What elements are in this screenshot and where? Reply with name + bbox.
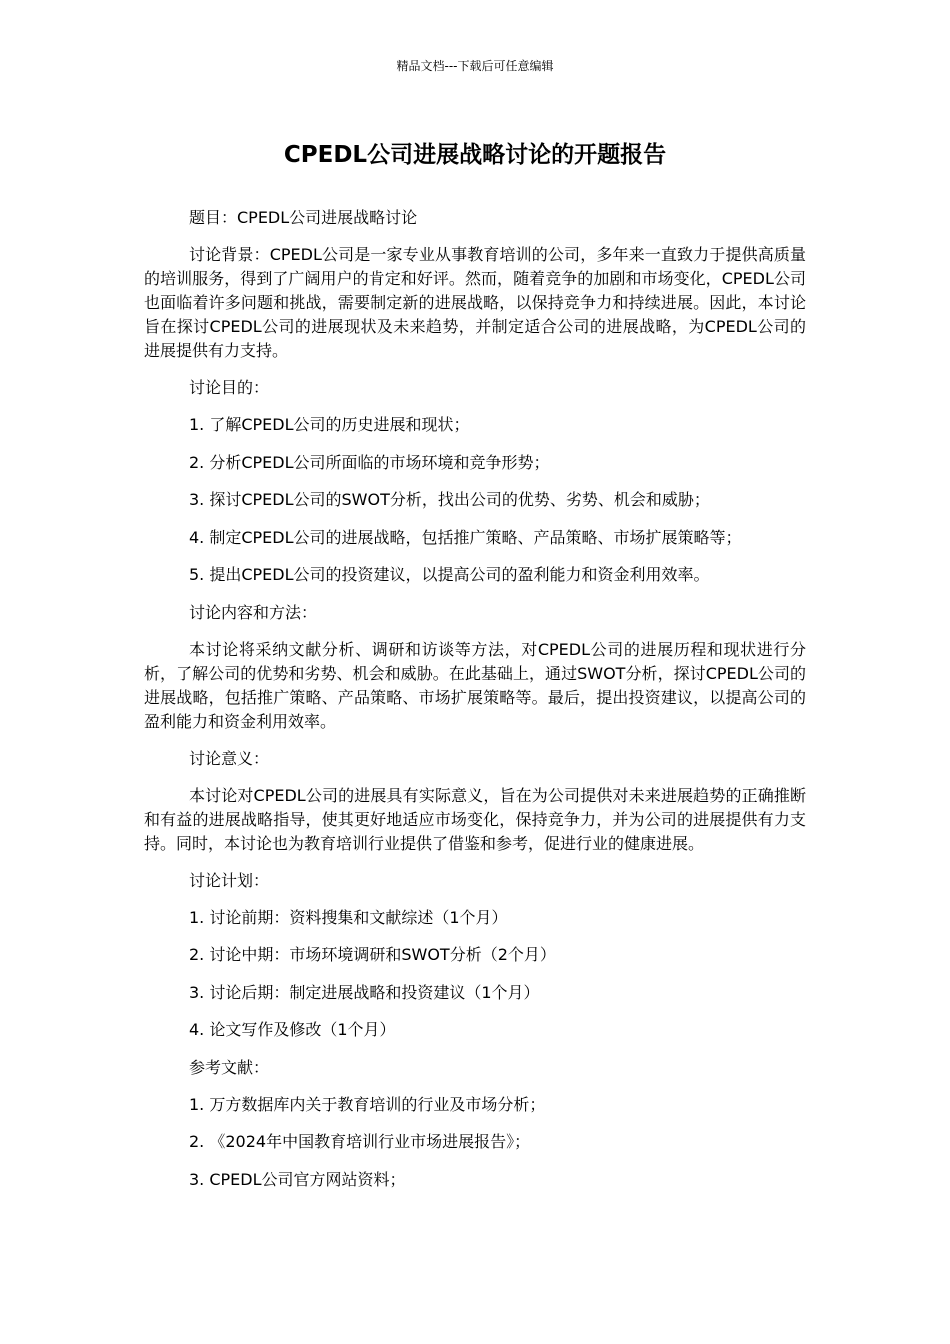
list-item: 5. 提出CPEDL公司的投资建议，以提高公司的盈利能力和资金利用效率。	[189, 565, 710, 584]
list-item: 1. 了解CPEDL公司的历史进展和现状；	[189, 415, 470, 434]
references-heading: 参考文献：	[189, 1057, 270, 1077]
list-item: 1. 讨论前期：资料搜集和文献综述（1个月）	[189, 907, 508, 927]
significance-paragraph: 本讨论对CPEDL公司的进展具有实际意义，旨在为公司提供对未来进展趋势的正确推断和有益的进展战略指导，使其更好地适应市场变化，保持竞争力，并为公司的进展提供有力支持。同时，本讨论也为教育培训行业提供了借鉴和参考，促进行业的健康进展。	[144, 785, 806, 853]
list-item: 3. CPEDL公司官方网站资料；	[189, 1169, 406, 1189]
list-item: 3. 探讨CPEDL公司的SWOT分析，找出公司的优势、劣势、机会和威胁；	[189, 490, 710, 509]
plan-heading: 讨论计划：	[189, 870, 270, 890]
page-header: 精品文档---下载后可任意编辑	[396, 59, 554, 73]
list-item: 4. 制定CPEDL公司的进展战略，包括推广策略、产品策略、市场扩展策略等；	[189, 527, 742, 547]
list-item: 2. 讨论中期：市场环境调研和SWOT分析（2个月）	[189, 945, 556, 964]
background-paragraph: 讨论背景：CPEDL公司是一家专业从事教育培训的公司，多年来一直致力于提供高质量的培训服务，得到了广阔用户的肯定和好评。然而，随着竞争的加剧和市场变化，CPEDL公司也面临着许多问题和挑战，需要制定新的进展战略，以保持竞争力和持续进展。因此，本讨论旨在探讨CPEDL公司的进展现状及未来趋势，并制定适合公司的进展战略，为CPEDL公司的进展提供有力支持。	[144, 245, 806, 360]
objectives-heading: 讨论目的：	[189, 378, 270, 397]
list-item: 1. 万方数据库内关于教育培训的行业及市场分析；	[189, 1094, 546, 1114]
methods-heading: 讨论内容和方法：	[189, 602, 318, 622]
methods-paragraph: 本讨论将采纳文献分析、调研和访谈等方法，对CPEDL公司的进展历程和现状进行分析，了解公司的优势和劣势、机会和威胁。在此基础上，通过SWOT分析，探讨CPEDL公司的进展战略，包括推广策略、产品策略、市场扩展策略等。最后，提出投资建议，以提高公司的盈利能力和资金利用效率。	[144, 639, 806, 731]
objectives-list	[144, 413, 806, 587]
list-item: 2. 《2024年中国教育培训行业市场进展报告》；	[189, 1132, 531, 1151]
document-title: CPEDL公司进展战略讨论的开题报告	[283, 142, 667, 168]
plan-list	[144, 906, 806, 1043]
references-list	[144, 1093, 806, 1192]
list-item: 3. 讨论后期：制定进展战略和投资建议（1个月）	[189, 982, 540, 1002]
topic-line: 题目：CPEDL公司进展战略讨论	[189, 208, 418, 227]
list-item: 2. 分析CPEDL公司所面临的市场环境和竞争形势；	[189, 452, 550, 472]
document-body	[144, 206, 806, 1205]
significance-heading: 讨论意义：	[189, 748, 270, 768]
list-item: 4. 论文写作及修改（1个月）	[189, 1020, 396, 1039]
